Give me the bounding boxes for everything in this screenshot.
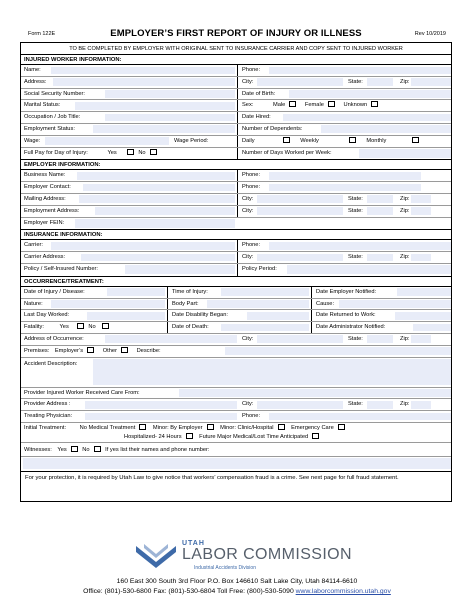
worker-row-name bbox=[21, 65, 451, 77]
physician-phone-field[interactable] bbox=[269, 413, 451, 421]
premises-employers-checkbox[interactable] bbox=[87, 347, 94, 353]
label-fullpay-no: No bbox=[138, 149, 146, 156]
section-occurrence bbox=[21, 277, 451, 472]
worker-days-worked-field[interactable] bbox=[359, 149, 451, 158]
label-treating-physician: Treating Physician: bbox=[24, 413, 73, 420]
date-of-injury-field[interactable] bbox=[107, 288, 165, 296]
label-business-name: Business Name: bbox=[24, 172, 66, 179]
occ-row-lastday bbox=[21, 310, 451, 322]
worker-dependents-field[interactable] bbox=[321, 125, 451, 133]
policy-period-field[interactable] bbox=[287, 265, 451, 274]
label-mailing-zip: Zip: bbox=[400, 195, 410, 202]
fatality-no-checkbox[interactable] bbox=[102, 323, 109, 329]
label-occ-zip: Zip: bbox=[400, 335, 410, 342]
label-employment-state: State: bbox=[348, 207, 363, 214]
label-carrier-state: State: bbox=[348, 254, 363, 261]
employment-zip-field[interactable] bbox=[411, 207, 431, 215]
label-ssn: Social Security Number: bbox=[24, 90, 86, 97]
label-dob: Date of Birth: bbox=[242, 90, 276, 97]
occ-row-accident bbox=[21, 358, 451, 388]
occ-row-premises bbox=[21, 346, 451, 358]
label-wage: Wage: bbox=[24, 137, 41, 144]
logo-utah: UTAH bbox=[182, 540, 205, 547]
worker-employment-status-field[interactable] bbox=[93, 125, 235, 133]
fullpay-yes-checkbox[interactable] bbox=[127, 149, 134, 155]
label-male: Male bbox=[272, 102, 286, 109]
fax-number: Fax: (801)-530-6804 bbox=[153, 588, 216, 595]
label-provider-city: City: bbox=[242, 401, 254, 408]
label-witness-no: No bbox=[82, 446, 90, 453]
employer-row-contact bbox=[21, 182, 451, 194]
form-frame bbox=[20, 42, 452, 502]
office-phone: Office: (801)-530-6800 bbox=[83, 588, 152, 595]
worker-wage-field[interactable] bbox=[45, 137, 169, 145]
label-date-hired: Date Hired: bbox=[242, 114, 271, 121]
male-checkbox[interactable] bbox=[289, 101, 296, 107]
hospitalized-checkbox[interactable] bbox=[186, 433, 193, 439]
nature-field[interactable] bbox=[51, 300, 165, 308]
fatality-yes-checkbox[interactable] bbox=[77, 323, 84, 329]
label-witness-note: If yes list their names and phone number: bbox=[105, 446, 210, 453]
label-state: State: bbox=[348, 78, 363, 85]
label-mailing-address: Mailing Address: bbox=[24, 195, 66, 202]
footer-contacts bbox=[0, 588, 474, 595]
date-of-death-field[interactable] bbox=[221, 324, 309, 332]
witness-list-field[interactable] bbox=[23, 458, 451, 469]
occ-row-provider bbox=[21, 388, 451, 400]
label-weekly: Weekly bbox=[300, 137, 319, 144]
premises-describe-field[interactable] bbox=[225, 347, 451, 355]
label-occ-state: State: bbox=[348, 335, 363, 342]
unknown-checkbox[interactable] bbox=[371, 101, 378, 107]
label-last-day-worked: Last Day Worked: bbox=[24, 312, 70, 319]
label-provider-state: State: bbox=[348, 401, 363, 408]
label-date-of-death: Date of Death: bbox=[172, 324, 209, 331]
worker-state-field[interactable] bbox=[367, 78, 393, 86]
provider-city-field[interactable] bbox=[257, 401, 343, 409]
label-minor-employer: Minor: By Employer bbox=[152, 424, 203, 431]
section-title-employer: EMPLOYER INFORMATION: bbox=[21, 160, 451, 170]
disability-began-field[interactable] bbox=[247, 312, 309, 320]
label-fein: Employer FEIN: bbox=[24, 219, 65, 226]
worker-row-wage bbox=[21, 136, 451, 148]
occ-row-dates bbox=[21, 287, 451, 299]
mailing-state-field[interactable] bbox=[367, 195, 393, 203]
label-no-medical: No Medical Treatment bbox=[79, 424, 136, 431]
label-minor-clinic: Minor: Clinic/Hospital bbox=[220, 424, 274, 431]
label-witnesses: Witnesses: bbox=[24, 446, 52, 453]
label-mailing-state: State: bbox=[348, 195, 363, 202]
worker-name-field[interactable] bbox=[51, 67, 235, 75]
form-title: EMPLOYER’S FIRST REPORT OF INJURY OR ILLNESS bbox=[110, 28, 362, 39]
employment-city-field[interactable] bbox=[257, 207, 343, 215]
occ-row-nature bbox=[21, 299, 451, 311]
last-day-worked-field[interactable] bbox=[87, 312, 165, 320]
worker-phone-field[interactable] bbox=[269, 67, 451, 75]
section-title-occurrence: OCCURRENCE/TREATMENT: bbox=[21, 277, 451, 287]
provider-state-field[interactable] bbox=[367, 401, 393, 409]
address-of-occurrence-field[interactable] bbox=[105, 335, 237, 343]
label-policy-period: Policy Period: bbox=[242, 265, 277, 272]
occ-row-fatality bbox=[21, 322, 451, 334]
worker-ssn-field[interactable] bbox=[105, 90, 235, 98]
label-unknown: Unknown bbox=[343, 102, 368, 109]
logo-division: Industrial Accidents Division bbox=[194, 565, 256, 571]
worker-address-field[interactable] bbox=[53, 78, 235, 86]
label-future-medical: Future Major Medical/Lost Time Anticipated bbox=[199, 433, 309, 440]
emergency-checkbox[interactable] bbox=[338, 424, 345, 430]
minor-clinic-checkbox[interactable] bbox=[278, 424, 285, 430]
minor-employer-checkbox[interactable] bbox=[207, 424, 214, 430]
occ-row-witnesses bbox=[21, 443, 451, 457]
occ-row-address bbox=[21, 334, 451, 346]
label-physician-phone: Phone: bbox=[242, 413, 261, 420]
label-accident-description: Accident Description: bbox=[24, 360, 78, 367]
occ-row-witness-list bbox=[21, 457, 451, 471]
label-marital: Marital Status: bbox=[24, 102, 61, 109]
label-occ-city: City: bbox=[242, 335, 254, 342]
carrier-zip-field[interactable] bbox=[411, 254, 431, 262]
female-checkbox[interactable] bbox=[328, 101, 335, 107]
monthly-checkbox[interactable] bbox=[412, 137, 419, 143]
label-provider-received: Provider Injured Worker Received Care From: bbox=[24, 389, 140, 396]
label-provider-zip: Zip: bbox=[400, 401, 410, 408]
carrier-state-field[interactable] bbox=[367, 254, 393, 262]
label-occupation: Occupation / Job Title: bbox=[24, 114, 81, 121]
occ-city-field[interactable] bbox=[257, 335, 343, 343]
employer-row-fein bbox=[21, 218, 451, 230]
form-number: Form 122E bbox=[28, 31, 56, 37]
label-initial-treatment: Initial Treatment: bbox=[24, 424, 67, 431]
worker-occupation-field[interactable] bbox=[105, 114, 235, 122]
employment-state-field[interactable] bbox=[367, 207, 393, 215]
label-mailing-city: City: bbox=[242, 195, 254, 202]
insurance-row-address bbox=[21, 252, 451, 264]
occ-state-field[interactable] bbox=[367, 335, 393, 343]
label-carrier-address: Carrier Address: bbox=[24, 254, 66, 261]
body-part-field[interactable] bbox=[207, 300, 309, 308]
label-fatality: Fatality: bbox=[24, 324, 44, 331]
employer-contact-field[interactable] bbox=[83, 184, 235, 192]
worker-row-address bbox=[21, 77, 451, 89]
occ-zip-field[interactable] bbox=[411, 335, 431, 343]
worker-row-occupation bbox=[21, 112, 451, 124]
label-female: Female bbox=[304, 102, 324, 109]
form-header bbox=[20, 28, 452, 42]
treating-physician-field[interactable] bbox=[85, 413, 237, 421]
label-other: Other bbox=[102, 347, 117, 354]
label-address-of-occurrence: Address of Occurrence: bbox=[24, 335, 84, 342]
witness-no-checkbox[interactable] bbox=[94, 446, 101, 452]
future-medical-checkbox[interactable] bbox=[312, 433, 319, 439]
cause-field[interactable] bbox=[339, 300, 451, 308]
employer-phone-field[interactable] bbox=[269, 172, 421, 180]
worker-row-fullpay bbox=[21, 148, 451, 160]
label-policy-number: Policy / Self-Insured Number: bbox=[24, 265, 98, 272]
worker-row-marital bbox=[21, 100, 451, 112]
admin-notified-field[interactable] bbox=[413, 324, 451, 332]
insurance-row-carrier bbox=[21, 240, 451, 252]
label-witness-yes: Yes bbox=[57, 446, 67, 453]
revision-date: Rev 10/2019 bbox=[414, 31, 446, 37]
label-employment-status: Employment Status: bbox=[24, 125, 75, 132]
label-dependents: Number of Dependents: bbox=[242, 125, 303, 132]
label-employer-contact-phone: Phone: bbox=[242, 184, 261, 191]
section-insurance bbox=[21, 230, 451, 276]
label-disability-began: Date Disability Began: bbox=[172, 312, 228, 319]
premises-other-checkbox[interactable] bbox=[121, 347, 128, 353]
section-title-insurance: INSURANCE INFORMATION: bbox=[21, 230, 451, 240]
label-body-part: Body Part: bbox=[172, 300, 199, 307]
mailing-zip-field[interactable] bbox=[411, 195, 431, 203]
carrier-address-field[interactable] bbox=[81, 254, 235, 262]
date-notified-field[interactable] bbox=[397, 288, 451, 296]
employment-address-field[interactable] bbox=[95, 207, 235, 215]
logo-labor-commission: LABOR COMMISSION bbox=[182, 546, 352, 563]
label-wage-period: Wage Period: bbox=[174, 137, 209, 144]
accident-description-field[interactable] bbox=[93, 359, 451, 385]
website-link[interactable]: www.laborcommission.utah.gov bbox=[295, 588, 391, 595]
worker-row-ssn bbox=[21, 89, 451, 101]
occ-row-initial-treatment bbox=[21, 423, 451, 443]
label-address: Address: bbox=[24, 78, 47, 85]
label-employer-phone: Phone: bbox=[242, 172, 261, 179]
worker-city-field[interactable] bbox=[257, 78, 343, 86]
no-medical-checkbox[interactable] bbox=[139, 424, 146, 430]
label-fatality-yes: Yes bbox=[59, 324, 69, 331]
label-date-notified: Date Employer Notified: bbox=[316, 288, 377, 295]
employer-row-business bbox=[21, 170, 451, 182]
label-full-pay: Full Pay for Day of Injury: bbox=[24, 149, 88, 156]
label-name: Name: bbox=[24, 67, 41, 73]
label-hospitalized: Hospitalized- 24 Hours bbox=[124, 433, 182, 440]
provider-zip-field[interactable] bbox=[411, 401, 431, 409]
label-emergency: Emergency Care bbox=[291, 424, 334, 431]
label-cause: Cause: bbox=[316, 300, 335, 307]
fullpay-no-checkbox[interactable] bbox=[150, 149, 157, 155]
label-carrier-phone: Phone: bbox=[242, 242, 261, 249]
occ-row-physician bbox=[21, 411, 451, 423]
label-employment-zip: Zip: bbox=[400, 207, 410, 214]
insurance-row-policy bbox=[21, 264, 451, 276]
occ-row-provider-address bbox=[21, 399, 451, 411]
label-provider-address: Provider Address : bbox=[24, 401, 71, 408]
fraud-statement: For your protection, it is required by Utah Law to give notice that workers’ compensation fraud is a crime. See next page for full fraud statement. bbox=[25, 474, 399, 481]
worker-marital-field[interactable] bbox=[75, 102, 235, 110]
label-employer-contact: Employer Contact: bbox=[24, 184, 71, 191]
label-fullpay-yes: Yes bbox=[107, 149, 117, 156]
instruction-note: TO BE COMPLETED BY EMPLOYER WITH ORIGINAL SENT TO INSURANCE CARRIER AND COPY SENT TO INJURED WORKER bbox=[21, 43, 451, 55]
label-carrier: Carrier: bbox=[24, 242, 43, 249]
label-employment-address: Employment Address: bbox=[24, 207, 80, 214]
date-returned-field[interactable] bbox=[395, 312, 451, 320]
label-monthly: Monthly bbox=[366, 137, 387, 144]
label-admin-notified: Date Administrator Notified: bbox=[316, 324, 386, 331]
worker-row-employment bbox=[21, 124, 451, 136]
label-carrier-zip: Zip: bbox=[400, 254, 410, 261]
section-title-worker: INJURED WORKER INFORMATION: bbox=[21, 55, 451, 65]
time-of-injury-field[interactable] bbox=[221, 288, 309, 296]
weekly-checkbox[interactable] bbox=[349, 137, 356, 143]
section-injured-worker bbox=[21, 55, 451, 160]
footer-address: 160 East 300 South 3rd Floor P.O. Box 146610 Salt Lake City, Utah 84114-6610 bbox=[116, 578, 358, 585]
labor-commission-logo bbox=[134, 540, 354, 574]
toll-free-number: Toll Free: (800)-530-5090 bbox=[217, 588, 294, 595]
worker-zip-field[interactable] bbox=[411, 78, 451, 86]
employer-row-employment-address bbox=[21, 206, 451, 218]
label-time-of-injury: Time of Injury: bbox=[172, 288, 208, 295]
label-phone: Phone: bbox=[242, 67, 261, 73]
label-employment-city: City: bbox=[242, 207, 254, 214]
label-daily: Daily bbox=[242, 137, 255, 144]
carrier-city-field[interactable] bbox=[257, 254, 343, 262]
provider-received-field[interactable] bbox=[179, 389, 451, 397]
daily-checkbox[interactable] bbox=[283, 137, 290, 143]
section-employer bbox=[21, 160, 451, 230]
fein-field[interactable] bbox=[75, 219, 235, 228]
employer-contact-phone-field[interactable] bbox=[269, 184, 421, 192]
mailing-city-field[interactable] bbox=[257, 195, 343, 203]
label-date-returned: Date Returned to Work: bbox=[316, 312, 376, 319]
label-zip: Zip: bbox=[400, 78, 410, 85]
label-nature: Nature: bbox=[24, 300, 43, 307]
business-name-field[interactable] bbox=[77, 172, 235, 180]
label-days-worked: Number of Days Worked per Week: bbox=[242, 149, 332, 156]
labor-commission-logo-icon bbox=[134, 540, 178, 572]
carrier-field[interactable] bbox=[51, 242, 235, 250]
witness-yes-checkbox[interactable] bbox=[71, 446, 78, 452]
label-date-of-injury: Date of Injury / Disease: bbox=[24, 288, 85, 295]
label-city: City: bbox=[242, 78, 254, 85]
worker-date-hired-field[interactable] bbox=[283, 114, 451, 122]
policy-number-field[interactable] bbox=[125, 265, 235, 274]
provider-address-field[interactable] bbox=[85, 401, 237, 409]
mailing-address-field[interactable] bbox=[79, 195, 235, 203]
label-describe: Describe: bbox=[136, 347, 161, 354]
carrier-phone-field[interactable] bbox=[269, 242, 451, 250]
employer-row-mailing bbox=[21, 194, 451, 206]
label-employers: Employer’s bbox=[54, 347, 84, 354]
label-fatality-no: No bbox=[88, 324, 96, 331]
worker-dob-field[interactable] bbox=[289, 90, 451, 98]
label-premises: Premises: bbox=[24, 347, 50, 354]
label-carrier-city: City: bbox=[242, 254, 254, 261]
label-sex: Sex: bbox=[242, 102, 254, 109]
